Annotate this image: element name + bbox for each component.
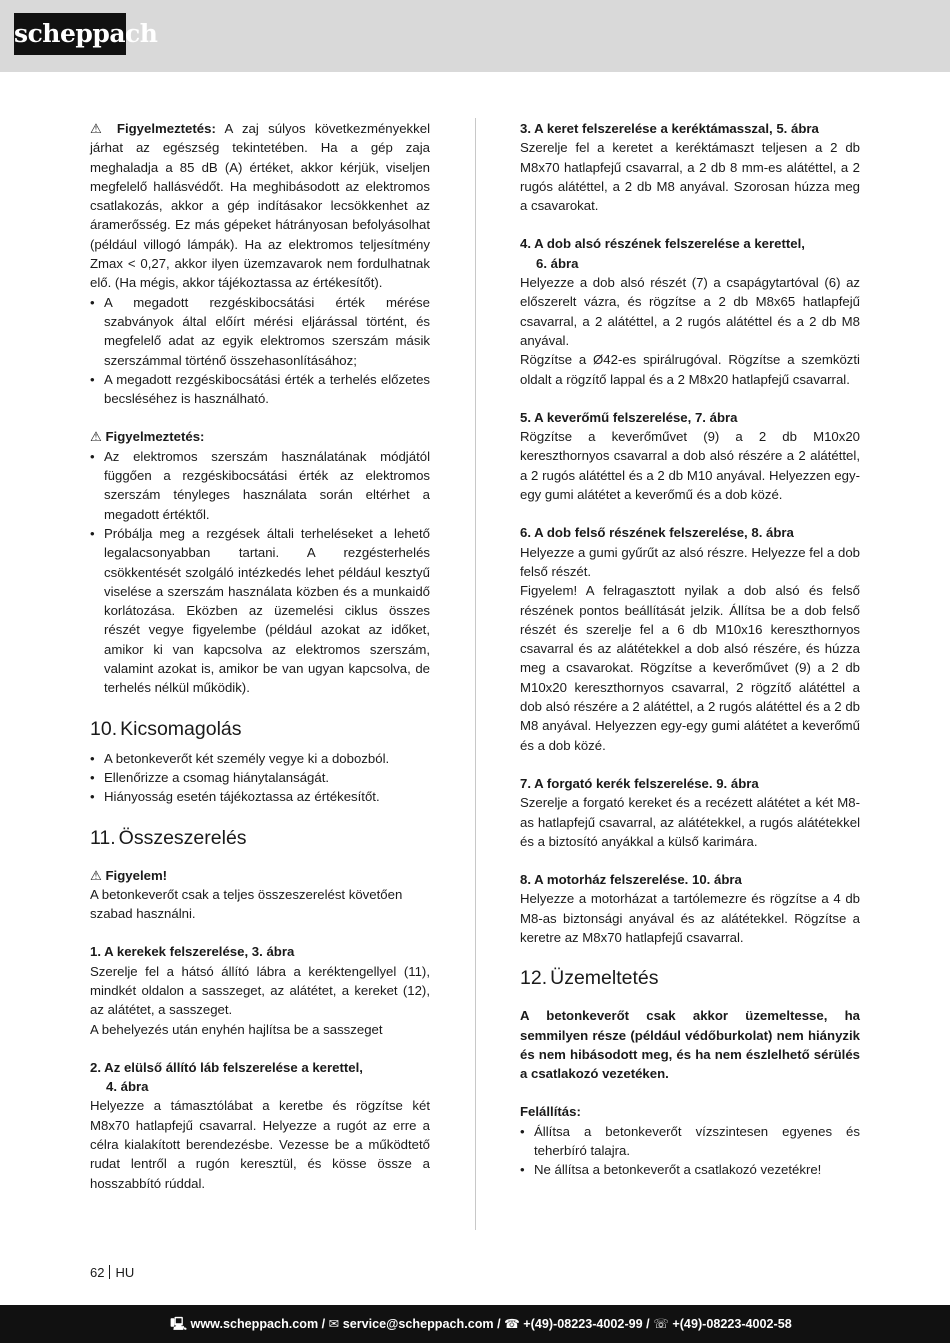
list-item: • A betonkeverőt két személy vegye ki a dobozból. (90, 749, 430, 768)
left-column (90, 119, 430, 1193)
warning-triangle-icon: ⚠ (90, 867, 102, 883)
operation-warning-text: A betonkeverőt csak akkor üzemeltesse, ha semmilyen része (például védőburkolat) nem hiányzik és nem hibásodott meg, és ha nem észlelhető sérülés a csatlakozó vezetéken. (520, 1008, 860, 1082)
footer-contact-bar (0, 1305, 950, 1343)
column-divider (475, 118, 476, 1230)
section-number: 11. (90, 826, 116, 849)
page-number-value: 62 (90, 1265, 105, 1280)
scheppach-logo: scheppach (14, 13, 126, 55)
warning-triangle-icon: ⚠ (90, 121, 108, 136)
step1-text2: A behelyezés után enyhén hajlítsa be a sasszeget (90, 1021, 383, 1037)
unpacking-list (90, 749, 430, 807)
list-item: • Állítsa a betonkeverőt vízszintesen egyenes és teherbíró talajra. (520, 1122, 860, 1161)
warning-text: A zaj súlyos következményekkel járhat az egészség tekintetében. Ha a gép zaja meghaladja a 85 dB (A) értéket, akkor kérjük, viseljen megfelelő hallásvédőt. Ha meghibásodott az elektromos csatlakozás, akkor a gép indításakor lecsökkenhet az áramerősség. Ez más gépeket hátrányosan befolyásolhat (például villogó lámpák). Ha az elektromos teljesítmény Zmax < 0,27, akkor ilyen üzemzavarok nem fordulhatnak elő. (Ha mégis, akkor tájékoztassa az értékesítőt). (90, 121, 431, 291)
list-item: • Az elektromos szerszám használatának módjától függően a rezgéskibocsátási érték az elektromos szerszám tényleges használata során eltérhet a megadott értéktől. (90, 447, 430, 524)
setup-list (520, 1122, 860, 1180)
warning-triangle-icon: ⚠ (90, 429, 102, 445)
step2-title-figure: 4. ábra (106, 1079, 149, 1095)
step6-text2: Figyelem! A felragasztott nyilak a dob alsó és felső részének pontos beállítását jelzik. Állítsa be a dob felső részét és szerelje fel a 6 db M10x16 kereszthornyos csavarral és az alátétekkel a dob alsó részére, és húzza meg a csavarokat. Rögzítse a keverőművet (9) a 2 db M10x20 kereszthornyos csavarral, 2 rögzítő alátéttel a dob alsó részére a 2 alátéttel, a 2 rugós alátéttel és a 2 db M8 anyával. Helyezzen egy-egy gumi alátétet a keverőmű és a dob közé. (520, 583, 860, 753)
section-title: Üzemeltetés (550, 967, 659, 990)
footer-contact-text: www.scheppach.com / ✉ service@scheppach.com / ☎ +(49)-08223-4002-99 / ☏ +(49)-08223-4002-58 (190, 1317, 792, 1331)
step3-text: Szerelje fel a keretet a keréktámaszt teljesen a 2 db M8x70 hatlapfejű csavarral, a 2 db 8 mm-es alátéttel, a 2 rugós alátéttel, a 2 db M8 anyával. Szorosan húzza meg a csavarokat. (520, 140, 860, 214)
step4-title: 4. A dob alsó részének felszerelése a kerettel, (520, 236, 805, 252)
step8-title: 8. A motorház felszerelése. 10. ábra (520, 872, 742, 888)
computer-icon: 🖳 (170, 1317, 191, 1331)
step1-title: 1. A kerekek felszerelése, 3. ábra (90, 944, 295, 960)
step6-text: Helyezze a gumi gyűrűt az alsó részre. Helyezze fel a dob felső részét. (520, 544, 860, 579)
page-language: HU (115, 1265, 135, 1280)
list-item: • Ellenőrizze a csomag hiánytalanságát. (90, 768, 430, 787)
step4-title-figure: 6. ábra (536, 255, 579, 271)
list-item: • Ne állítsa a betonkeverőt a csatlakozó vezetékre! (520, 1160, 860, 1179)
section-number: 12. (520, 967, 548, 990)
warning-label: Figyelmeztetés: (116, 121, 216, 136)
step4-text: Helyezze a dob alsó részét (7) a csapágytartóval (6) az előszerelt vázra, és rögzítse a 2 db M8x65 hatlapfejű csavarral, a 2 alátéttel, a 2 rugós alátéttel és a 2 db M8 anyával. (520, 275, 860, 348)
attention-text: A betonkeverőt csak a teljes összeszerelést követően szabad használni. (90, 886, 403, 922)
section-heading-assembly (90, 826, 430, 850)
step1-text: Szerelje fel a hátsó állító lábra a keréktengellyel (11), mindkét oldalon a sasszeget, az alátétet, a kereket (12), az alátétet, a sasszeget. (90, 963, 430, 1018)
page-number-separator (109, 1265, 110, 1279)
list-item: • Hiányosság esetén tájékoztassa az értékesítőt. (90, 787, 430, 806)
right-column (520, 119, 860, 1180)
vibration-bullet-list (90, 293, 430, 409)
vibration-warning-list (90, 447, 430, 698)
attention-heading (90, 866, 430, 885)
list-item: • A megadott rezgéskibocsátási érték mérése szabványok által előírt mérési eljárással történt, és megfelelő adat az egyik elektromos szerszám másik szerszámmal történő összehasonlításához; (90, 293, 430, 370)
list-item: • Próbálja meg a rezgések általi terheléseket a lehető legalacsonyabban tartani. A rezgésterhelés csökkentését szolgáló intézkedés lehet például kesztyű viselése a szerszám használata közben és a munkaidő korlátozása. Eközben az üzemelési ciklus összes részét vegye figyelembe (például azokat az időket, amikor ki van kapcsolva az elektromos szerszám, valamint azokat is, amikor be van ugyan kapcsolva, de terhelés nélkül működik). (90, 524, 430, 698)
header-band (0, 0, 950, 72)
step7-title: 7. A forgató kerék felszerelése. 9. ábra (520, 775, 759, 791)
warning-label: Figyelmeztetés: (105, 429, 205, 445)
section-number: 10. (90, 717, 118, 740)
setup-label: Felállítás: (520, 1104, 581, 1120)
warning-heading (90, 427, 430, 446)
section-title: Összeszerelés (118, 826, 247, 849)
step5-title: 5. A keverőmű felszerelése, 7. ábra (520, 409, 738, 425)
step5-text: Rögzítse a keverőművet (9) a 2 db M10x20 kereszthornyos csavarral a dob alsó részére a 2 alátéttel, a 2 rugós alátéttel és a 2 db M10 anyával. Helyezzen egy-egy gumi alátétet a keverőmű és a dob közé. (520, 429, 860, 503)
section-heading-unpacking (90, 717, 430, 741)
warning-paragraph-noise (90, 119, 430, 293)
section-title: Kicsomagolás (120, 717, 242, 740)
step2-title: 2. Az elülső állító láb felszerelése a kerettel, (90, 1059, 363, 1075)
step2-text: Helyezze a támasztólábat a keretbe és rögzítse két M8x70 hatlapfejű csavarral. Helyezze a rugót az erre a célra kialakított berendezésbe. Vezesse be a működtető rudat lentről a rugón keresztül, és kösse össze a hosszabbító rúddal. (90, 1098, 430, 1191)
step7-text: Szerelje a forgató kereket és a recézett alátétet a két M8-as hatlapfejű csavarral, az alátétekkel, a rugós alátétekkel és a biztosító anyákkal a külső karimára. (520, 795, 860, 849)
section-heading-operation (520, 966, 860, 990)
step4-text2: Rögzítse a Ø42-es spirálrugóval. Rögzítse a szemközti oldalt a rögzítő lappal és a 2 M8x20 hatlapfejű csavarral. (520, 352, 860, 387)
list-item: • A megadott rezgéskibocsátási érték a terhelés előzetes becsléséhez is használható. (90, 370, 430, 409)
step8-text: Helyezze a motorházat a tartólemezre és rögzítse a 4 db M8-as biztonsági anyával és az alátétekkel. Rögzítse a keretre az M8x70 hatlapfejű csavarral. (520, 891, 860, 945)
attention-label: Figyelem! (105, 867, 168, 883)
step6-title: 6. A dob felső részének felszerelése, 8. ábra (520, 525, 794, 541)
page-number (90, 1265, 134, 1280)
step3-title: 3. A keret felszerelése a keréktámasszal, 5. ábra (520, 121, 819, 136)
